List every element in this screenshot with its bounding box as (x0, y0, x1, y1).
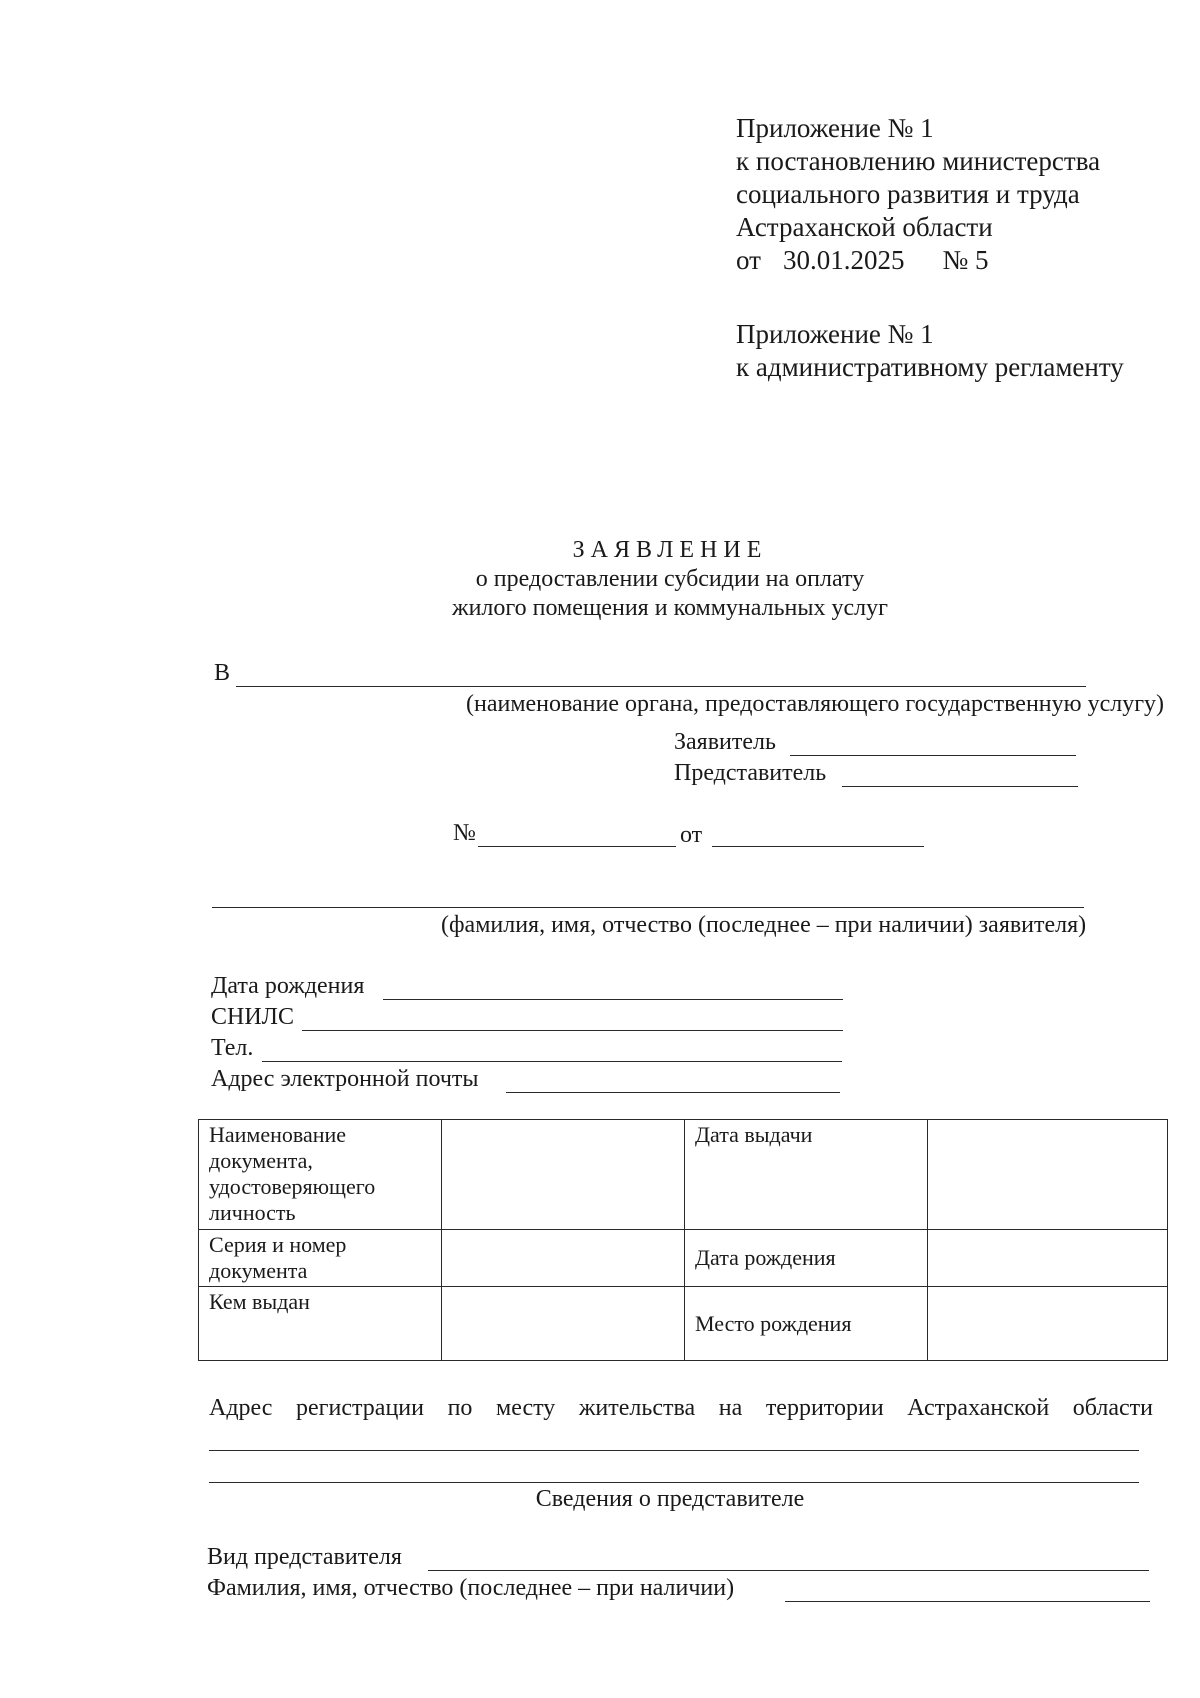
appendix-header (736, 112, 1100, 277)
birth-place-value[interactable] (928, 1287, 1168, 1361)
phone-label: Тел. (211, 1035, 254, 1061)
snils-label: СНИЛС (211, 1004, 294, 1030)
representative-fio-line[interactable] (785, 1601, 1150, 1602)
issue-date-value[interactable] (928, 1120, 1168, 1230)
document-number: № 5 (942, 245, 989, 275)
reglament-header (736, 318, 1124, 384)
statement-title-block (0, 536, 1200, 623)
table-row (199, 1230, 1168, 1287)
table-row (199, 1287, 1168, 1361)
appendix-line-4: Астраханской области (736, 212, 993, 242)
birth-place-label: Место рождения (685, 1287, 928, 1361)
reglament-title: Приложение № 1 (736, 319, 934, 349)
to-label: В (214, 660, 231, 686)
snils-line[interactable] (302, 1030, 843, 1031)
to-field-caption: (наименование органа, предоставляющего государственную услугу) (466, 691, 1165, 717)
registration-date-line[interactable] (712, 846, 924, 847)
date-prefix: от (736, 245, 761, 275)
address-line-1[interactable] (209, 1450, 1139, 1451)
series-number-value[interactable] (442, 1230, 685, 1287)
appendix-line-3: социального развития и труда (736, 179, 1080, 209)
applicant-label: Заявитель (674, 729, 776, 755)
applicant-field-line[interactable] (790, 755, 1076, 756)
table-birth-date-label: Дата рождения (685, 1230, 928, 1287)
phone-line[interactable] (262, 1061, 842, 1062)
table-birth-date-value[interactable] (928, 1230, 1168, 1287)
address-label: Адрес регистрации по месту жительства на территории Астраханской области (209, 1395, 1153, 1421)
issued-by-label: Кем выдан (199, 1287, 442, 1361)
identity-document-table (198, 1119, 1168, 1361)
registration-number-line[interactable] (478, 846, 676, 847)
registration-from-label: от (680, 822, 703, 848)
statement-subtitle-1: о предоставлении субсидии на оплату (475, 566, 865, 592)
representative-fio-label: Фамилия, имя, отчество (последнее – при наличии) (207, 1575, 735, 1601)
applicant-fio-caption: (фамилия, имя, отчество (последнее – при наличии) заявителя) (441, 912, 1087, 938)
registration-number-label: № (453, 820, 476, 846)
table-row (199, 1120, 1168, 1230)
address-line-2[interactable] (209, 1482, 1139, 1483)
applicant-fio-line[interactable] (212, 907, 1084, 908)
birth-date-label: Дата рождения (211, 973, 365, 999)
representative-type-line[interactable] (428, 1570, 1149, 1571)
statement-title: ЗАЯВЛЕНИЕ (572, 537, 768, 563)
document-date: 30.01.2025 (782, 245, 905, 275)
representative-label: Представитель (674, 760, 827, 786)
email-line[interactable] (506, 1092, 840, 1093)
appendix-title: Приложение № 1 (736, 113, 934, 143)
reglament-line-2: к административному регламенту (736, 352, 1124, 382)
appendix-date-line (736, 244, 1100, 277)
statement-subtitle-2: жилого помещения и коммунальных услуг (451, 595, 888, 621)
birth-date-line[interactable] (383, 999, 843, 1000)
issued-by-value[interactable] (442, 1287, 685, 1361)
series-number-label: Серия и номер документа (199, 1230, 442, 1287)
doc-name-label: Наименование документа, удостоверяющего личность (199, 1120, 442, 1230)
issue-date-label: Дата выдачи (685, 1120, 928, 1230)
representative-type-label: Вид представителя (207, 1544, 402, 1570)
email-label: Адрес электронной почты (211, 1066, 479, 1092)
to-field-line[interactable] (236, 686, 1086, 687)
representative-field-line[interactable] (842, 786, 1078, 787)
appendix-line-2: к постановлению министерства (736, 146, 1101, 176)
doc-name-value[interactable] (442, 1120, 685, 1230)
representative-section-heading: Сведения о представителе (535, 1486, 805, 1512)
